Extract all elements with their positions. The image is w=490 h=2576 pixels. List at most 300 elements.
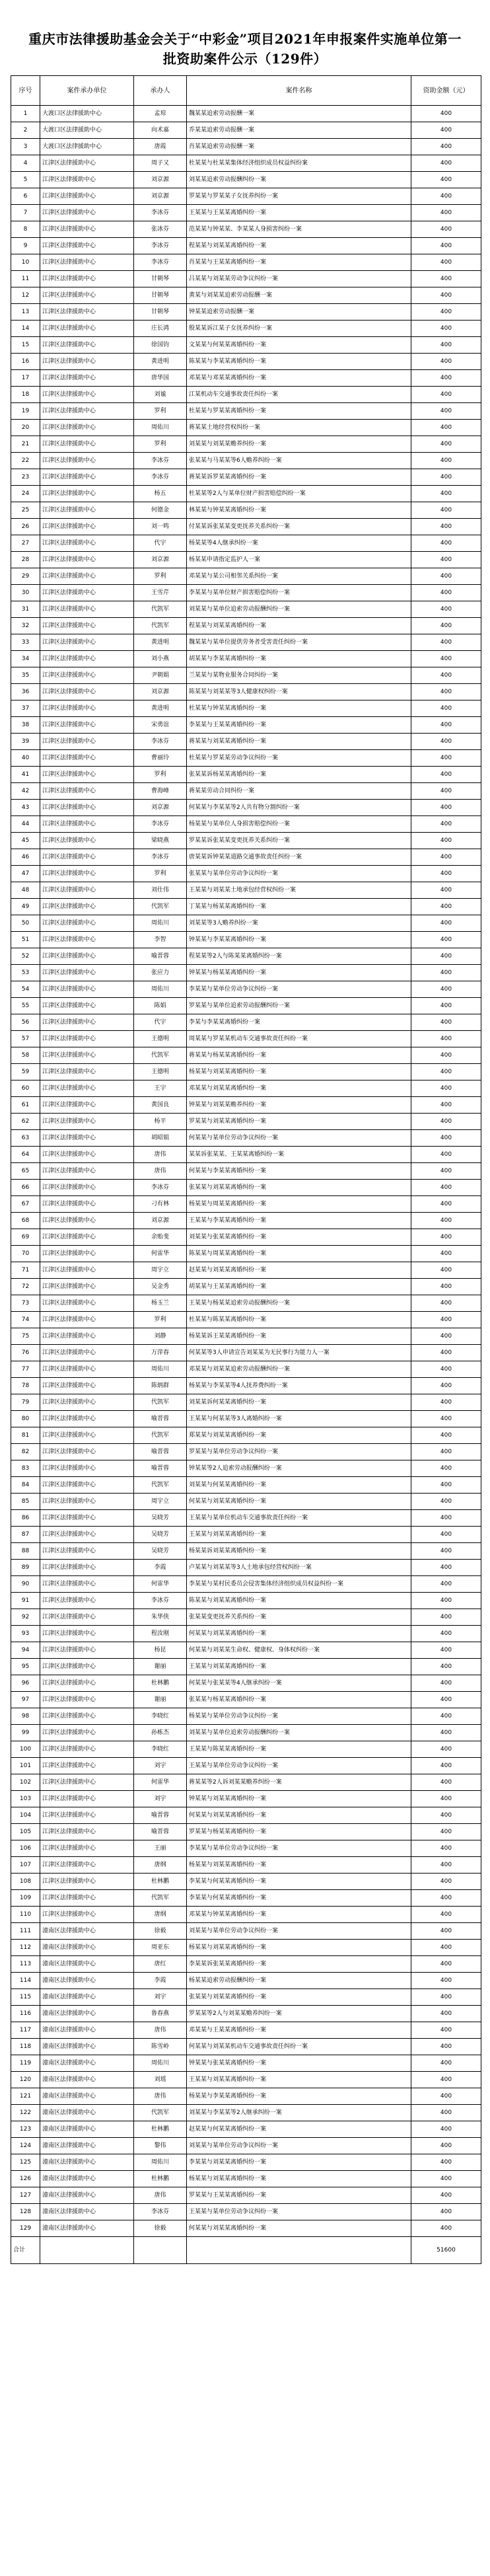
row-case-name: 钟某某与李某某离婚纠纷一案 <box>187 932 411 948</box>
row-amount: 400 <box>411 337 481 354</box>
row-lawyer: 李晓红 <box>134 1741 187 1758</box>
row-number: 78 <box>11 1378 40 1394</box>
row-amount: 400 <box>411 1279 481 1295</box>
row-case-name: 李某某与何某某离婚纠纷一案 <box>187 1890 411 1907</box>
row-amount: 400 <box>411 1229 481 1246</box>
row-number: 80 <box>11 1411 40 1427</box>
row-amount: 400 <box>411 2154 481 2171</box>
row-organization: 江津区法律援助中心 <box>40 1180 134 1196</box>
row-organization: 江津区法律援助中心 <box>40 1460 134 1477</box>
table-row <box>11 2138 481 2154</box>
row-amount: 400 <box>411 1774 481 1791</box>
row-case-name: 刘某某与何某某离婚纠纷一案 <box>187 1477 411 1494</box>
row-lawyer: 刘京源 <box>134 552 187 568</box>
page-title: 重庆市法律援助基金会关于“中彩金”项目2021年申报案件实施单位第一批资助案件公示（129件） <box>28 31 462 67</box>
total-amount: 51600 <box>411 2237 481 2264</box>
row-amount: 400 <box>411 1708 481 1725</box>
table-row <box>11 981 481 998</box>
row-number: 37 <box>11 701 40 717</box>
row-number: 29 <box>11 568 40 585</box>
row-organization: 江津区法律援助中心 <box>40 254 134 271</box>
row-number: 124 <box>11 2138 40 2154</box>
case-table <box>11 75 481 2264</box>
row-organization: 潼南区法律援助中心 <box>40 1940 134 1956</box>
table-row <box>11 1345 481 1361</box>
row-organization: 江津区法律援助中心 <box>40 1196 134 1213</box>
row-lawyer: 徐毅 <box>134 2220 187 2237</box>
row-organization: 江津区法律援助中心 <box>40 1857 134 1874</box>
row-lawyer: 王宇 <box>134 1080 187 1097</box>
row-case-name: 杨某某诉刘某某离婚纠纷一案 <box>187 1543 411 1560</box>
row-case-name: 魏某某与某单位提供劳务者受害责任纠纷一案 <box>187 634 411 651</box>
row-case-name: 陈某某与刘某某等3人健康权纠纷一案 <box>187 684 411 701</box>
row-number: 57 <box>11 1031 40 1047</box>
row-number: 39 <box>11 734 40 750</box>
row-case-name: 刘某某与某单位劳动争议纠纷一案 <box>187 2138 411 2154</box>
row-number: 52 <box>11 948 40 965</box>
row-amount: 400 <box>411 1014 481 1031</box>
row-lawyer: 杜林鹏 <box>134 2171 187 2187</box>
row-organization: 江津区法律援助中心 <box>40 1840 134 1857</box>
row-lawyer: 吴晓芳 <box>134 1510 187 1527</box>
row-amount: 400 <box>411 1675 481 1692</box>
row-number: 35 <box>11 667 40 684</box>
table-row <box>11 1626 481 1642</box>
row-case-name: 钟某某与刘某某离婚纠纷一案 <box>187 1791 411 1807</box>
table-row <box>11 667 481 684</box>
table-row <box>11 1213 481 1229</box>
row-organization: 江津区法律援助中心 <box>40 1791 134 1807</box>
row-organization: 江津区法律援助中心 <box>40 1064 134 1080</box>
row-number: 28 <box>11 552 40 568</box>
table-row <box>11 122 481 139</box>
row-number: 116 <box>11 2006 40 2022</box>
row-organization: 江津区法律援助中心 <box>40 800 134 816</box>
row-amount: 400 <box>411 2105 481 2121</box>
row-number: 43 <box>11 800 40 816</box>
row-lawyer: 代凯军 <box>134 1427 187 1444</box>
row-lawyer: 代凯军 <box>134 899 187 915</box>
row-organization: 江津区法律援助中心 <box>40 1824 134 1840</box>
row-amount: 400 <box>411 519 481 535</box>
row-amount: 400 <box>411 2022 481 2039</box>
row-organization: 江津区法律援助中心 <box>40 469 134 486</box>
table-row <box>11 1014 481 1031</box>
row-number: 17 <box>11 370 40 387</box>
row-organization: 江津区法律援助中心 <box>40 420 134 436</box>
row-organization: 江津区法律援助中心 <box>40 717 134 734</box>
row-organization: 江津区法律援助中心 <box>40 1642 134 1659</box>
row-number: 97 <box>11 1692 40 1708</box>
row-lawyer: 向术嘉 <box>134 122 187 139</box>
row-organization: 潼南区法律援助中心 <box>40 2022 134 2039</box>
row-case-name: 陈某某与李某某离婚纠纷一案 <box>187 354 411 370</box>
table-row <box>11 783 481 800</box>
row-number: 61 <box>11 1097 40 1114</box>
row-amount: 400 <box>411 1940 481 1956</box>
row-number: 77 <box>11 1361 40 1378</box>
row-amount: 400 <box>411 1857 481 1874</box>
table-row <box>11 2171 481 2187</box>
row-lawyer: 罗利 <box>134 403 187 420</box>
row-lawyer: 代凯军 <box>134 1047 187 1064</box>
table-row <box>11 717 481 734</box>
table-header-row <box>11 76 481 106</box>
row-organization: 江津区法律援助中心 <box>40 948 134 965</box>
row-case-name: 张某某与刘某某离婚纠纷一案 <box>187 1989 411 2006</box>
row-number: 117 <box>11 2022 40 2039</box>
row-number: 95 <box>11 1659 40 1675</box>
row-case-name: 刘某某与某单位追索劳动报酬纠纷一案 <box>187 601 411 618</box>
table-row <box>11 1973 481 1989</box>
row-number: 81 <box>11 1427 40 1444</box>
row-case-name: 杨某某与李某某离婚纠纷一案 <box>187 2088 411 2105</box>
row-case-name: 王某某与某单位劳动争议纠纷一案 <box>187 1758 411 1774</box>
row-number: 47 <box>11 866 40 882</box>
row-number: 126 <box>11 2171 40 2187</box>
row-lawyer: 程汝刚 <box>134 1626 187 1642</box>
row-case-name: 肖某某与王某某离婚纠纷一案 <box>187 254 411 271</box>
row-lawyer: 代凯军 <box>134 1394 187 1411</box>
row-amount: 400 <box>411 1196 481 1213</box>
row-organization: 江津区法律援助中心 <box>40 354 134 370</box>
row-amount: 400 <box>411 1246 481 1262</box>
row-amount: 400 <box>411 701 481 717</box>
row-organization: 江津区法律援助中心 <box>40 849 134 866</box>
row-amount: 400 <box>411 139 481 155</box>
row-number: 48 <box>11 882 40 899</box>
row-organization: 江津区法律援助中心 <box>40 321 134 337</box>
row-organization: 江津区法律援助中心 <box>40 1246 134 1262</box>
row-number: 74 <box>11 1312 40 1328</box>
row-number: 93 <box>11 1626 40 1642</box>
row-lawyer: 陈雪岭 <box>134 2039 187 2055</box>
row-amount: 400 <box>411 535 481 552</box>
row-organization: 江津区法律援助中心 <box>40 1758 134 1774</box>
row-organization: 江津区法律援助中心 <box>40 684 134 701</box>
table-row <box>11 387 481 403</box>
row-organization: 江津区法律援助中心 <box>40 585 134 601</box>
row-amount: 400 <box>411 1626 481 1642</box>
row-case-name: 范某某与钟某某、李某某人身损害纠纷一案 <box>187 221 411 238</box>
row-organization: 江津区法律援助中心 <box>40 1675 134 1692</box>
row-amount: 400 <box>411 155 481 172</box>
row-amount: 400 <box>411 866 481 882</box>
row-amount: 400 <box>411 1064 481 1080</box>
row-number: 114 <box>11 1973 40 1989</box>
row-number: 83 <box>11 1460 40 1477</box>
row-case-name: 周某某与罗某某机动车交通事故责任纠纷一案 <box>187 1031 411 1047</box>
row-lawyer: 周佑川 <box>134 981 187 998</box>
table-row <box>11 1080 481 1097</box>
row-number: 94 <box>11 1642 40 1659</box>
row-case-name: 杨某某等4人继承纠纷一案 <box>187 535 411 552</box>
row-number: 85 <box>11 1494 40 1510</box>
row-number: 25 <box>11 502 40 519</box>
row-number: 5 <box>11 172 40 188</box>
row-case-name: 杨某某与刘某某离婚纠纷一案 <box>187 2171 411 2187</box>
row-lawyer: 李智 <box>134 932 187 948</box>
row-number: 27 <box>11 535 40 552</box>
row-amount: 400 <box>411 122 481 139</box>
row-case-name: 李某某与某单位劳动争议纠纷一案 <box>187 1840 411 1857</box>
table-row <box>11 188 481 205</box>
row-amount: 400 <box>411 1543 481 1560</box>
row-amount: 400 <box>411 750 481 767</box>
row-amount: 400 <box>411 816 481 833</box>
row-amount: 400 <box>411 106 481 122</box>
row-lawyer: 王雪芹 <box>134 585 187 601</box>
table-row <box>11 1097 481 1114</box>
table-row <box>11 1460 481 1477</box>
header-case: 案件名称 <box>187 76 411 106</box>
row-lawyer: 代凯军 <box>134 1890 187 1907</box>
row-lawyer: 刘京源 <box>134 172 187 188</box>
table-row <box>11 800 481 816</box>
row-amount: 400 <box>411 601 481 618</box>
row-case-name: 郑某某与刘某某离婚纠纷一案 <box>187 1427 411 1444</box>
row-case-name: 王某某与李某某离婚纠纷一案 <box>187 1213 411 1229</box>
row-amount: 400 <box>411 502 481 519</box>
row-lawyer: 杨五 <box>134 486 187 502</box>
row-case-name: 王某某与刘某某离婚纠纷一案 <box>187 2072 411 2088</box>
row-lawyer: 曹海峰 <box>134 783 187 800</box>
row-amount: 400 <box>411 1659 481 1675</box>
row-lawyer: 王丽 <box>134 1840 187 1857</box>
row-lawyer: 杨昆 <box>134 1642 187 1659</box>
row-organization: 潼南区法律援助中心 <box>40 2072 134 2088</box>
row-lawyer: 王德明 <box>134 1031 187 1047</box>
row-lawyer: 刘京源 <box>134 188 187 205</box>
row-case-name: 王某某与杨某某追索劳动报酬纠纷一案 <box>187 1295 411 1312</box>
row-case-name: 何某某与李某某等2人共有物分割纠纷一案 <box>187 800 411 816</box>
row-lawyer: 刘小燕 <box>134 651 187 667</box>
row-case-name: 蒋某某劳动合同纠纷一案 <box>187 783 411 800</box>
row-organization: 江津区法律援助中心 <box>40 1229 134 1246</box>
table-row <box>11 1543 481 1560</box>
row-number: 18 <box>11 387 40 403</box>
row-organization: 江津区法律援助中心 <box>40 734 134 750</box>
table-row <box>11 585 481 601</box>
row-amount: 400 <box>411 1378 481 1394</box>
row-case-name: 陈某某与周某某离婚纠纷一案 <box>187 1246 411 1262</box>
row-case-name: 杜某某与陈某某离婚纠纷一案 <box>187 1312 411 1328</box>
row-organization: 江津区法律援助中心 <box>40 205 134 221</box>
row-number: 54 <box>11 981 40 998</box>
row-number: 21 <box>11 436 40 453</box>
row-lawyer: 徐国钧 <box>134 337 187 354</box>
table-row <box>11 1874 481 1890</box>
row-lawyer: 宋勇谊 <box>134 717 187 734</box>
row-case-name: 邓某某与某公司相邻关系纠纷一案 <box>187 568 411 585</box>
row-case-name: 邓某某与刘某某追索劳动报酬纠纷一案 <box>187 1361 411 1378</box>
row-number: 79 <box>11 1394 40 1411</box>
table-row <box>11 304 481 321</box>
row-case-name: 唐某某诉钟某某道路交通事故责任纠纷一案 <box>187 849 411 866</box>
row-lawyer: 张冰芬 <box>134 221 187 238</box>
row-organization: 江津区法律援助中心 <box>40 1560 134 1576</box>
row-number: 76 <box>11 1345 40 1361</box>
row-organization: 江津区法律援助中心 <box>40 1477 134 1494</box>
row-amount: 400 <box>411 1130 481 1147</box>
row-number: 8 <box>11 221 40 238</box>
table-row <box>11 932 481 948</box>
row-case-name: 邓某某与邓某某离婚纠纷一案 <box>187 370 411 387</box>
row-amount: 400 <box>411 1361 481 1378</box>
row-organization: 江津区法律援助中心 <box>40 1394 134 1411</box>
row-organization: 江津区法律援助中心 <box>40 998 134 1014</box>
table-row <box>11 1378 481 1394</box>
table-row <box>11 1527 481 1543</box>
total-empty-cell <box>187 2237 411 2264</box>
row-number: 111 <box>11 1923 40 1940</box>
row-lawyer: 鲁春燕 <box>134 2006 187 2022</box>
table-row <box>11 287 481 304</box>
row-lawyer: 唐纲 <box>134 1857 187 1874</box>
row-number: 19 <box>11 403 40 420</box>
row-lawyer: 朱华侠 <box>134 1609 187 1626</box>
row-organization: 江津区法律援助中心 <box>40 1361 134 1378</box>
row-number: 84 <box>11 1477 40 1494</box>
row-amount: 400 <box>411 915 481 932</box>
row-amount: 400 <box>411 1840 481 1857</box>
row-lawyer: 尹朝娟 <box>134 667 187 684</box>
table-row <box>11 2154 481 2171</box>
row-lawyer: 刘瑶 <box>134 2072 187 2088</box>
row-organization: 大渡口区法律援助中心 <box>40 106 134 122</box>
row-lawyer: 罗利 <box>134 436 187 453</box>
table-row <box>11 1246 481 1262</box>
row-lawyer: 何德金 <box>134 502 187 519</box>
row-number: 6 <box>11 188 40 205</box>
row-organization: 江津区法律援助中心 <box>40 1295 134 1312</box>
row-amount: 400 <box>411 1460 481 1477</box>
row-amount: 400 <box>411 618 481 634</box>
row-lawyer: 罗利 <box>134 568 187 585</box>
row-lawyer: 刘宇 <box>134 1758 187 1774</box>
row-case-name: 吕某某与刘某某劳动争议纠纷一案 <box>187 271 411 287</box>
table-row <box>11 1444 481 1460</box>
table-row <box>11 1758 481 1774</box>
table-row <box>11 1279 481 1295</box>
row-lawyer: 黄进明 <box>134 634 187 651</box>
row-number: 89 <box>11 1560 40 1576</box>
row-lawyer: 李冰芬 <box>134 1180 187 1196</box>
row-organization: 江津区法律援助中心 <box>40 1130 134 1147</box>
row-number: 50 <box>11 915 40 932</box>
row-organization: 潼南区法律援助中心 <box>40 1989 134 2006</box>
table-row <box>11 139 481 155</box>
row-lawyer: 甘朝琴 <box>134 304 187 321</box>
row-lawyer: 谢丽 <box>134 1659 187 1675</box>
row-amount: 400 <box>411 2039 481 2055</box>
row-lawyer: 杨平 <box>134 1114 187 1130</box>
row-amount: 400 <box>411 1576 481 1593</box>
table-row <box>11 1692 481 1708</box>
table-row <box>11 205 481 221</box>
row-lawyer: 黄国良 <box>134 1097 187 1114</box>
row-number: 67 <box>11 1196 40 1213</box>
row-number: 106 <box>11 1840 40 1857</box>
row-case-name: 何某某与刘某某机动车交通事故责任纠纷一案 <box>187 2039 411 2055</box>
row-amount: 400 <box>411 1147 481 1163</box>
row-organization: 江津区法律援助中心 <box>40 1427 134 1444</box>
row-organization: 潼南区法律援助中心 <box>40 2088 134 2105</box>
table-row <box>11 403 481 420</box>
row-lawyer: 唐伟 <box>134 2022 187 2039</box>
table-row <box>11 337 481 354</box>
row-case-name: 张某某与刘某某离婚纠纷一案 <box>187 1180 411 1196</box>
row-case-name: 蒋某某诉罗某某离婚纠纷一案 <box>187 469 411 486</box>
total-label: 合计 <box>11 2237 40 2264</box>
row-amount: 400 <box>411 1031 481 1047</box>
row-lawyer: 刘宇 <box>134 1989 187 2006</box>
row-amount: 400 <box>411 486 481 502</box>
row-organization: 潼南区法律援助中心 <box>40 1973 134 1989</box>
row-number: 112 <box>11 1940 40 1956</box>
row-lawyer: 周宇立 <box>134 1262 187 1279</box>
row-lawyer: 李霞 <box>134 1973 187 1989</box>
table-row <box>11 1328 481 1345</box>
row-number: 121 <box>11 2088 40 2105</box>
row-organization: 江津区法律援助中心 <box>40 1047 134 1064</box>
row-number: 91 <box>11 1593 40 1609</box>
row-lawyer: 甘朝琴 <box>134 271 187 287</box>
row-organization: 潼南区法律援助中心 <box>40 2187 134 2204</box>
row-lawyer: 何雷华 <box>134 1576 187 1593</box>
row-case-name: 何某某等3人申请宣告刘某某为无民事行为能力人一案 <box>187 1345 411 1361</box>
row-case-name: 钟某某等2人追索劳动报酬纠纷一案 <box>187 1460 411 1477</box>
row-amount: 400 <box>411 1097 481 1114</box>
row-amount: 400 <box>411 2072 481 2088</box>
table-row <box>11 1031 481 1047</box>
table-row <box>11 1840 481 1857</box>
row-case-name: 何某某与刘某某离婚纠纷一案 <box>187 1494 411 1510</box>
row-case-name: 王某某与刘某某离婚纠纷一案 <box>187 1527 411 1543</box>
table-row <box>11 915 481 932</box>
row-lawyer: 代凯军 <box>134 601 187 618</box>
table-row <box>11 172 481 188</box>
row-lawyer: 刘京源 <box>134 684 187 701</box>
row-organization: 江津区法律援助中心 <box>40 601 134 618</box>
row-organization: 江津区法律援助中心 <box>40 899 134 915</box>
row-lawyer: 喻晋蓉 <box>134 1411 187 1427</box>
row-amount: 400 <box>411 965 481 981</box>
row-number: 9 <box>11 238 40 254</box>
row-amount: 400 <box>411 1973 481 1989</box>
row-number: 53 <box>11 965 40 981</box>
row-amount: 400 <box>411 403 481 420</box>
row-case-name: 付某某诉张某某变更抚养关系纠纷一案 <box>187 519 411 535</box>
row-number: 2 <box>11 122 40 139</box>
row-amount: 400 <box>411 1956 481 1973</box>
table-row <box>11 486 481 502</box>
row-organization: 江津区法律援助中心 <box>40 370 134 387</box>
row-number: 87 <box>11 1527 40 1543</box>
row-case-name: 陈某某与刘某某离婚纠纷一案 <box>187 1593 411 1609</box>
row-case-name: 刘某某等3人赡养纠纷一案 <box>187 915 411 932</box>
table-row <box>11 1593 481 1609</box>
row-case-name: 杨某某追索劳动报酬纠纷一案 <box>187 1973 411 1989</box>
table-row <box>11 155 481 172</box>
row-organization: 江津区法律援助中心 <box>40 188 134 205</box>
table-row <box>11 1642 481 1659</box>
row-lawyer: 孟琼 <box>134 106 187 122</box>
row-number: 16 <box>11 354 40 370</box>
row-lawyer: 刘谧 <box>134 387 187 403</box>
row-number: 70 <box>11 1246 40 1262</box>
row-number: 120 <box>11 2072 40 2088</box>
